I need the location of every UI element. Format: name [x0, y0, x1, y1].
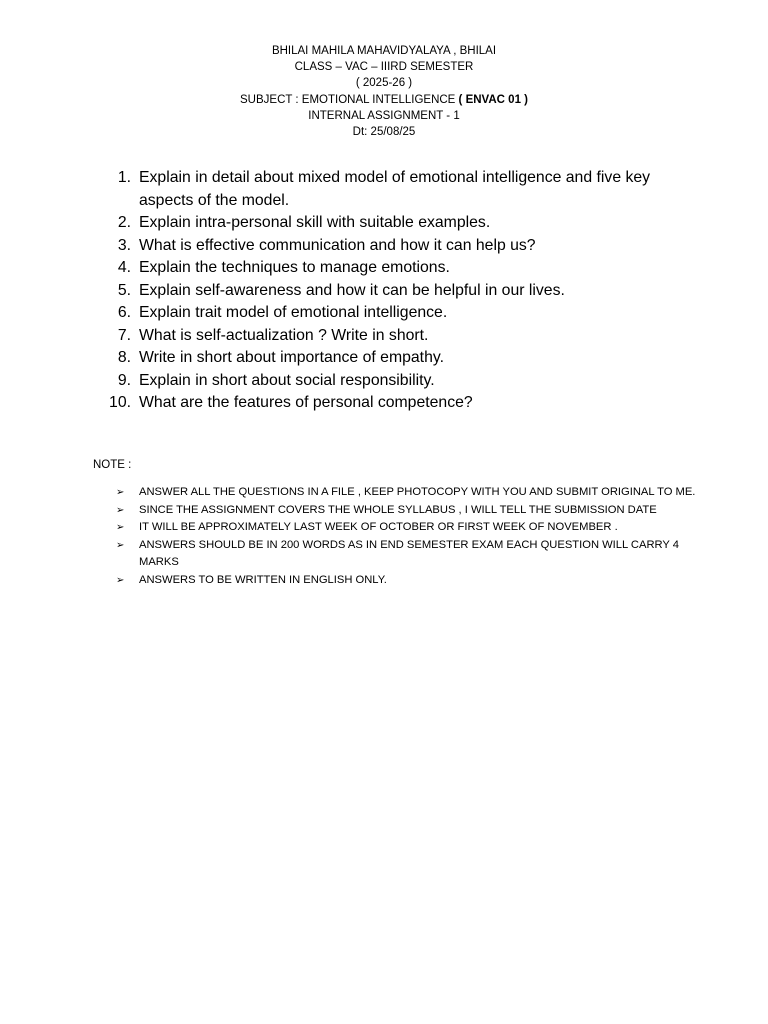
question-list	[104, 167, 664, 415]
college-name: BHILAI MAHILA MAHAVIDYALAYA , BHILAI	[271, 45, 497, 57]
assignment-title: INTERNAL ASSIGNMENT - 1	[308, 109, 460, 122]
assignment-date: Dt: 25/08/25	[352, 126, 416, 139]
note-item	[116, 484, 696, 502]
question-item	[104, 212, 664, 235]
note-text: SINCE THE ASSIGNMENT COVERS THE WHOLE SYLLABUS , I WILL TELL THE SUBMISSION DATE	[139, 503, 657, 516]
question-text: Explain self-awareness and how it can be helpful in our lives.	[139, 281, 565, 299]
note-text: ANSWER ALL THE QUESTIONS IN A FILE , KEEP PHOTOCOPY WITH YOU AND SUBMIT ORIGINAL TO ME.	[139, 486, 696, 498]
document-header	[0, 43, 768, 140]
question-number: 1.	[117, 169, 131, 186]
question-number: 2.	[117, 214, 131, 231]
question-number: 7.	[117, 326, 131, 344]
note-item	[116, 572, 696, 590]
question-text: Explain intra-personal skill with suitable examples.	[139, 214, 491, 231]
note-item	[116, 537, 696, 572]
question-number: 6.	[117, 304, 131, 321]
question-item	[104, 347, 664, 370]
note-item	[116, 519, 696, 537]
question-number: 3.	[117, 236, 131, 254]
session-line: ( 2025-26 )	[355, 77, 413, 90]
question-item	[104, 325, 664, 348]
question-item	[104, 370, 664, 393]
arrow-bullet-icon: ➢	[116, 504, 125, 516]
question-item	[104, 392, 664, 415]
note-text: ANSWERS TO BE WRITTEN IN ENGLISH ONLY.	[139, 573, 387, 586]
question-number: 5.	[117, 281, 131, 299]
question-number: 8.	[117, 349, 131, 366]
question-number: 4.	[117, 259, 131, 276]
question-text: What is self-actualization ? Write in short.	[139, 326, 429, 344]
note-text: ANSWERS SHOULD BE IN 200 WORDS AS IN END SEMESTER EXAM EACH QUESTION WILL CARRY 4 MARKS	[139, 538, 680, 568]
arrow-bullet-icon: ➢	[116, 522, 125, 533]
question-text: Write in short about importance of empathy.	[139, 349, 444, 366]
question-text: What are the features of personal competence?	[139, 394, 473, 411]
arrow-bullet-icon: ➢	[116, 487, 125, 498]
question-text: Explain in detail about mixed model of emotional intelligence and five key aspects of the model.	[139, 169, 651, 209]
note-item	[116, 502, 696, 520]
question-number: 10.	[109, 394, 131, 411]
question-item	[104, 302, 664, 325]
question-text: Explain trait model of emotional intelligence.	[139, 304, 448, 321]
note-list	[116, 484, 696, 589]
arrow-bullet-icon: ➢	[116, 574, 125, 586]
question-item	[104, 280, 664, 303]
subject-code: ( ENVAC 01 )	[458, 93, 528, 106]
question-text: Explain in short about social responsibility.	[139, 371, 435, 389]
question-number: 9.	[117, 371, 131, 389]
note-label: NOTE :	[93, 459, 132, 471]
question-text: What is effective communication and how it can help us?	[139, 236, 536, 254]
subject-prefix: SUBJECT : EMOTIONAL INTELLIGENCE	[240, 93, 459, 106]
question-item	[104, 167, 664, 212]
subject-line	[0, 92, 768, 108]
arrow-bullet-icon: ➢	[116, 539, 125, 551]
question-item	[104, 257, 664, 280]
class-line: CLASS – VAC – IIIRD SEMESTER	[294, 61, 474, 74]
question-item	[104, 235, 664, 258]
note-text: IT WILL BE APPROXIMATELY LAST WEEK OF OCTOBER OR FIRST WEEK OF NOVEMBER .	[139, 521, 618, 533]
question-text: Explain the techniques to manage emotions.	[139, 259, 450, 276]
